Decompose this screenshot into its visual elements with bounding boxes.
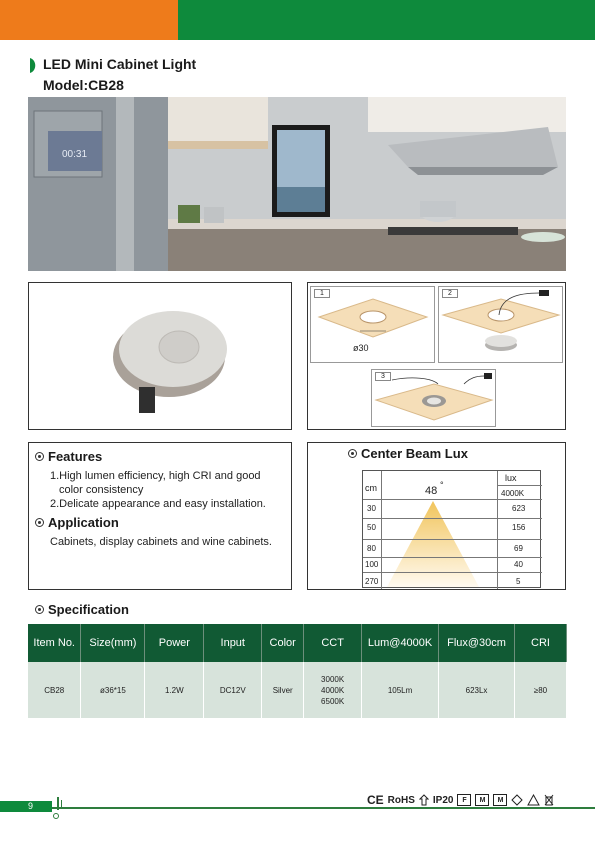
beam-angle-value: 48 [425,485,438,497]
step-number: 3 [375,372,391,381]
lux-100: 40 [514,560,523,569]
beam-angle-degree: ° [440,480,444,490]
feature-item-1: 1.High lumen efficiency, high CRI and good [50,470,261,482]
distance-30: 30 [367,504,376,513]
cell-input: DC12V [204,662,262,718]
leaf-bullet-icon [29,57,38,74]
ip20-rating: IP20 [432,794,454,806]
distance-270: 270 [365,577,379,586]
features-heading [35,449,102,464]
cell-size: ø36*15 [81,662,145,718]
radio-bullet-icon [35,518,44,527]
specification-table [28,624,567,718]
mm-mark-icon: M [493,794,507,806]
radio-bullet-icon [35,605,44,614]
product-image-frame [28,282,292,430]
col-cri: CRI [515,624,567,662]
install-step-2 [438,286,563,363]
lux-30: 623 [512,504,526,513]
install-step-3 [371,369,496,427]
cct-value-3: 6500K [321,696,345,706]
beam-lux-diagram [362,470,541,588]
lux-80: 69 [514,544,523,553]
col-lum: Lum@4000K [362,624,439,662]
f-mark-icon: F [457,794,471,806]
footer-tick-mark [61,800,62,809]
footer-tick-mark [57,797,59,810]
rohs-mark-icon: RoHS [387,794,415,806]
col-item-no: Item No. [28,624,81,662]
feature-item-1-cont: color consistency [59,484,144,496]
center-beam-lux-heading [348,446,468,461]
certification-marks [367,793,554,807]
svg-text:00:31: 00:31 [62,149,88,160]
lux-270: 5 [516,577,521,586]
footer-circle-icon [53,813,59,819]
col-color: Color [262,624,304,662]
cell-flux: 623Lx [439,662,515,718]
lux-unit-label: lux [505,473,517,483]
col-input: Input [204,624,262,662]
distance-50: 50 [367,523,376,532]
header-green-bar [178,0,595,40]
kitchen-scene-image [28,97,566,271]
triangle-warning-icon [527,794,540,806]
specification-heading-label: Specification [48,602,129,617]
application-heading [35,515,119,530]
cabinet-light-product-icon [29,283,291,429]
lux-50: 156 [512,523,526,532]
cct-value-1: 3000K [321,674,345,684]
features-heading-label: Features [48,449,103,464]
product-title: LED Mini Cabinet Light [43,56,197,72]
radio-bullet-icon [35,452,44,461]
cell-cri: ≥80 [515,662,567,718]
cell-lum: 105Lm [362,662,439,718]
install-step-1 [310,286,435,363]
feature-item-2: 2.Delicate appearance and easy installation. [50,498,266,510]
radio-bullet-icon [348,449,357,458]
model-number: Model:CB28 [43,77,124,93]
wiring-light-icon [439,287,562,362]
cutout-diameter-label: ø30 [353,343,369,353]
step-number: 2 [442,289,458,298]
application-heading-label: Application [48,515,119,530]
cell-power: 1.2W [145,662,204,718]
col-power: Power [145,624,204,662]
header-orange-bar [0,0,178,40]
table-header-row [28,624,567,662]
cutout-hole-icon [311,287,434,362]
cct-value-2: 4000K [321,685,345,695]
m-mark-icon: M [475,794,489,806]
step-number: 1 [314,289,330,298]
page-number: 9 [0,801,52,812]
footer-rule [52,807,595,809]
distance-100: 100 [365,560,379,569]
cm-unit-label: cm [365,483,377,493]
cell-cct [304,662,362,718]
cct-label: 4000K [501,489,525,498]
cell-color: Silver [262,662,304,718]
distance-80: 80 [367,544,376,553]
house-arrow-icon [419,794,429,806]
specification-heading [35,602,129,617]
col-flux: Flux@30cm [439,624,515,662]
col-size: Size(mm) [81,624,145,662]
center-beam-lux-heading-label: Center Beam Lux [361,446,468,461]
weee-bin-icon [544,794,554,806]
application-text: Cabinets, display cabinets and wine cabinets. [50,536,272,548]
table-row [28,662,567,718]
cell-item-no: CB28 [28,662,81,718]
ce-mark-icon: CE [367,793,384,807]
safety-diamond-icon [511,794,523,806]
col-cct: CCT [304,624,362,662]
